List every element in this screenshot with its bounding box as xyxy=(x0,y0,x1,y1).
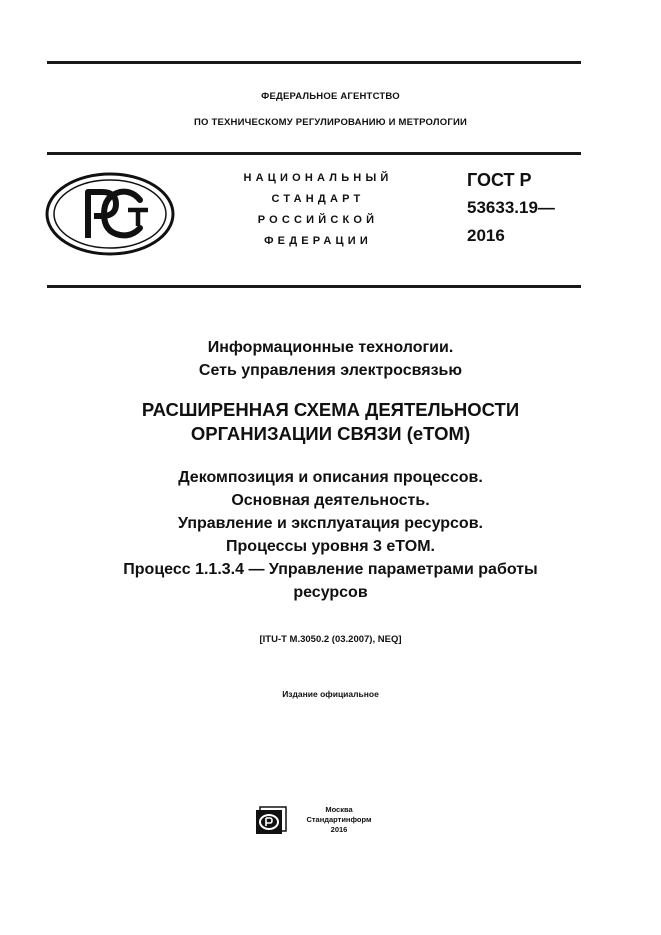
main-title-block xyxy=(0,398,661,446)
standard-type-line-2: СТАНДАРТ xyxy=(271,193,365,205)
subtitle-line-5: Процесс 1.1.3.4 — Управление параметрами работы xyxy=(123,561,538,578)
rst-logo-icon xyxy=(44,172,176,256)
agency-line-1: ФЕДЕРАЛЬНОЕ АГЕНТСТВО xyxy=(261,91,400,102)
top-rule xyxy=(47,61,581,64)
main-title-line-2: ОРГАНИЗАЦИИ СВЯЗИ (eTOM) xyxy=(190,423,471,444)
standard-type-line-1: НАЦИОНАЛЬНЫЙ xyxy=(243,172,393,184)
standard-type-line-3: РОССИЙСКОЙ xyxy=(257,214,379,226)
standard-type xyxy=(208,168,428,252)
standard-type-line-4: ФЕДЕРАЦИИ xyxy=(264,235,372,247)
publisher-city: Москва xyxy=(325,805,353,814)
subtitle-line-2: Основная деятельность. xyxy=(231,492,430,509)
publisher-year: 2016 xyxy=(330,825,348,834)
publisher-block xyxy=(299,805,379,835)
designation-prefix: ГОСТ Р xyxy=(467,170,532,190)
middle-rule xyxy=(47,152,581,155)
publisher-name: Стандартинформ xyxy=(306,815,372,824)
designation-number: 53633.19— xyxy=(467,198,555,217)
subtitle-block xyxy=(0,466,661,604)
subtitle-line-6: ресурсов xyxy=(293,584,368,601)
edition-label: Издание официальное xyxy=(282,689,379,699)
standartinform-logo-icon xyxy=(254,806,288,836)
agency-line-2: ПО ТЕХНИЧЕСКОМУ РЕГУЛИРОВАНИЮ И МЕТРОЛОГИИ xyxy=(194,117,467,128)
designation-year: 2016 xyxy=(467,226,505,245)
title-block xyxy=(0,336,661,382)
subtitle-line-3: Управление и эксплуатация ресурсов. xyxy=(178,515,483,532)
title-line-2: Сеть управления электросвязью xyxy=(198,362,463,379)
subtitle-line-1: Декомпозиция и описания процессов. xyxy=(178,469,483,486)
title-line-1: Информационные технологии. xyxy=(207,339,454,356)
itu-reference: [ITU-T M.3050.2 (03.2007), NEQ] xyxy=(259,634,402,645)
standard-designation xyxy=(467,166,555,250)
main-title-line-1: РАСШИРЕННАЯ СХЕМА ДЕЯТЕЛЬНОСТИ xyxy=(141,399,520,420)
subtitle-line-4: Процессы уровня 3 eTOM. xyxy=(226,538,435,555)
lower-rule xyxy=(47,285,581,288)
